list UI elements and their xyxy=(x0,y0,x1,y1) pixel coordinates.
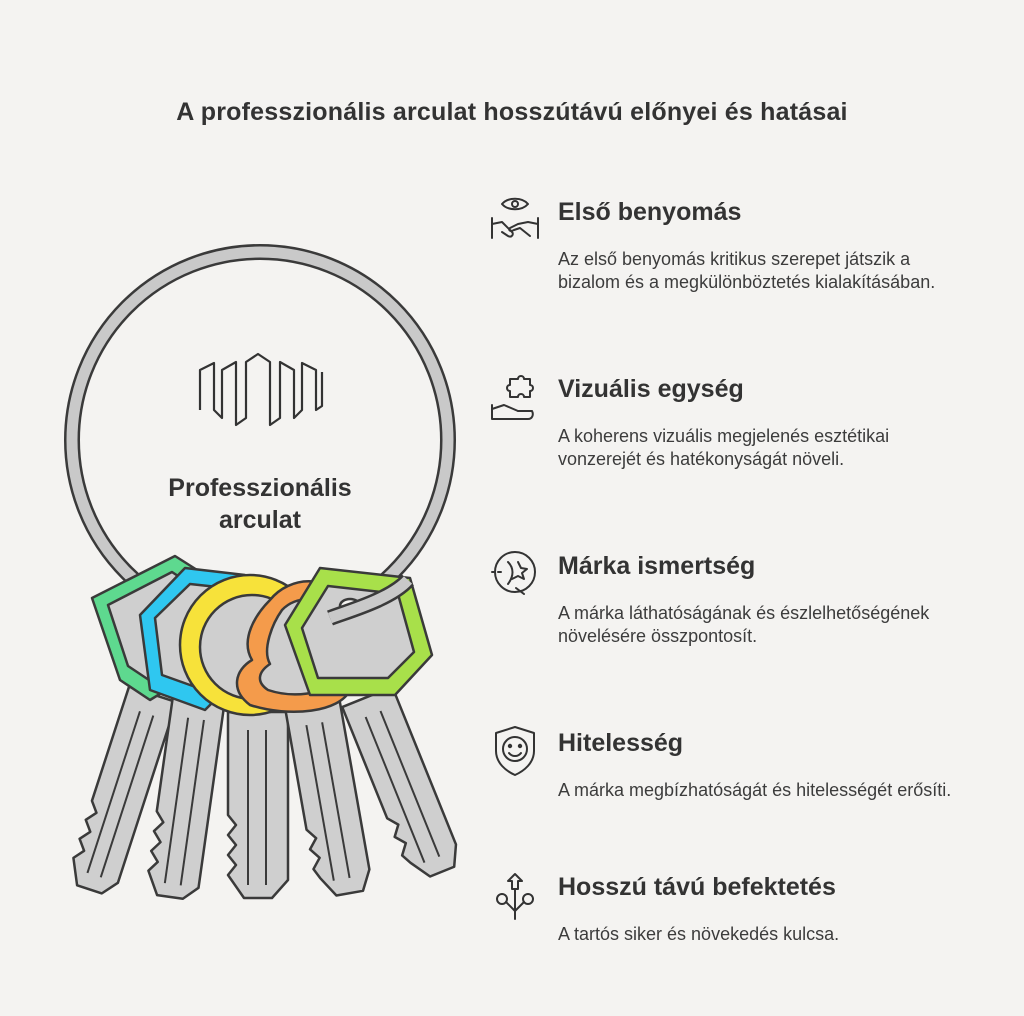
brand-visibility-icon xyxy=(488,548,542,602)
center-label-line1: Professzionális xyxy=(168,474,352,502)
item-title: Első benyomás xyxy=(558,198,742,226)
keyring-illustration xyxy=(40,240,480,900)
shield-smile-icon xyxy=(488,725,542,779)
growth-plant-icon xyxy=(488,869,542,923)
item-title: Márka ismertség xyxy=(558,552,756,580)
puzzle-hand-icon xyxy=(488,371,542,425)
handshake-eye-icon xyxy=(488,194,542,248)
item-text: A márka láthatóságának és észlelhetőségének növelésére összpontosít. xyxy=(558,603,930,646)
brand-mark-icon xyxy=(200,354,322,425)
item-text: A márka megbízhatóságát és hitelességét erősíti. xyxy=(558,780,952,800)
center-label xyxy=(110,472,410,536)
item-text: A koherens vizuális megjelenés esztétikai vonzerejét és hatékonyságát növeli. xyxy=(558,426,890,469)
page-title: A professzionális arculat hosszútávú előnyei és hatásai xyxy=(176,98,848,126)
item-title: Vizuális egység xyxy=(558,375,744,403)
item-title: Hitelesség xyxy=(558,729,684,757)
item-text: A tartós siker és növekedés kulcsa. xyxy=(558,924,840,944)
item-text: Az első benyomás kritikus szerepet játszik a bizalom és a megkülönböztetés kialakításában. xyxy=(558,249,936,292)
center-label-line2: arculat xyxy=(219,506,301,534)
item-title: Hosszú távú befektetés xyxy=(558,873,836,901)
key-3 xyxy=(228,712,288,898)
